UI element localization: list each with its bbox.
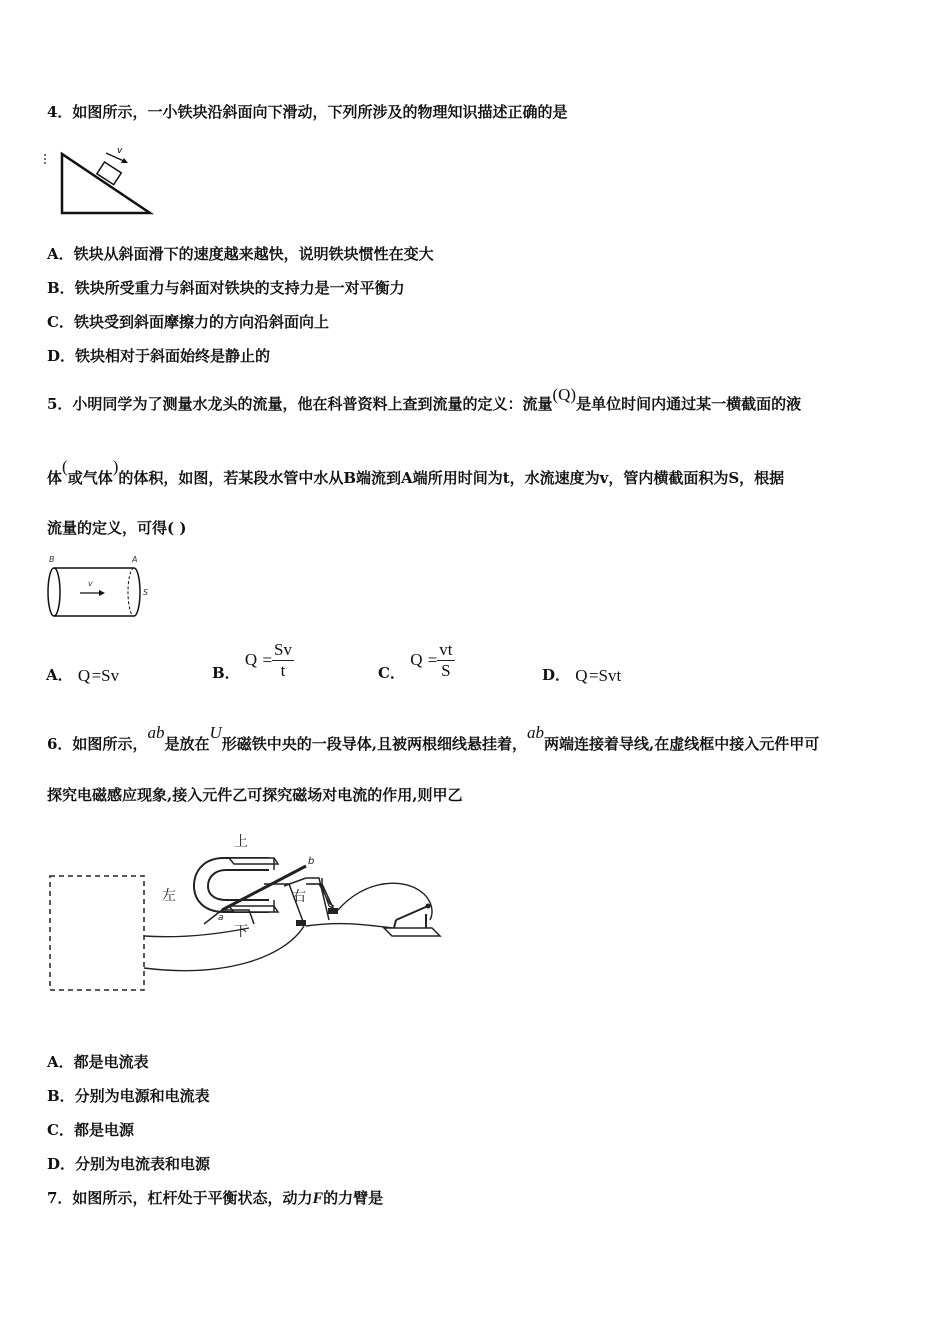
q5-paren-open: ( xyxy=(62,457,68,476)
q6-option-b: B．分别为电源和电流表 xyxy=(47,1087,210,1105)
q4-stem: 4．如图所示，一小铁块沿斜面向下滑动，下列所涉及的物理知识描述正确的是 xyxy=(47,103,568,121)
incline-v-label: v xyxy=(117,146,123,156)
pipe-label-a: A xyxy=(132,555,138,564)
q6-ab-symbol-1: ab xyxy=(147,723,165,742)
q5-option-b-fraction xyxy=(272,640,294,681)
q5-option-b-lhs: Q xyxy=(244,649,258,669)
label-right: 右 xyxy=(292,889,306,905)
q5-option-b-num: Sv xyxy=(274,640,292,659)
pipe-label-s: S xyxy=(143,588,149,597)
label-up: 上 xyxy=(234,834,248,850)
q5-stem-line2 xyxy=(47,457,785,488)
q5-option-b xyxy=(212,640,294,681)
q5-option-c-lhs: Q xyxy=(410,649,423,669)
q5-option-a-rhs: Sv xyxy=(101,666,120,685)
pipe-label-b: B xyxy=(49,555,55,564)
q6-stem-mid2: 形磁铁中央的一段导体,且被两根细线悬挂着， xyxy=(221,735,527,753)
q7-f-symbol: F xyxy=(312,1190,324,1207)
q4-option-d: D．铁块相对于斜面始终是静止的 xyxy=(47,347,271,365)
q6-stem-line2: 探究电磁感应现象,接入元件乙可探究磁场对电流的作用,则甲乙 xyxy=(47,786,463,804)
dashed-component-box xyxy=(50,876,144,990)
q5-option-a-eq: = xyxy=(91,666,102,685)
q5-line2-c: 的体积，如图，若某段水管中水从B端流到A端所用时间为t，水流速度为v，管内横截面积为S，根据 xyxy=(118,469,785,487)
incline-figure xyxy=(42,142,157,218)
q7-stem xyxy=(47,1188,383,1209)
label-b: b xyxy=(308,856,315,867)
switch xyxy=(384,928,440,936)
q6-stem-line1 xyxy=(47,723,820,754)
q5-option-b-label: B． xyxy=(212,664,240,682)
q5-option-d xyxy=(542,664,621,686)
q6-stem-num: 6．如图所示， xyxy=(47,735,148,753)
q5-stem-line1 xyxy=(47,385,802,414)
q5-line2-a: 体 xyxy=(47,469,63,487)
q6-u-symbol: U xyxy=(209,723,222,742)
q5-stem-part1: 5．小明同学为了测量水龙头的流量，他在科普资料上查到流量的定义：流量 xyxy=(47,395,553,413)
q6-ab-symbol-2: ab xyxy=(526,723,544,742)
label-down: 下 xyxy=(234,924,248,940)
q5-option-c-fraction xyxy=(437,640,454,681)
q5-stem-part2: 是单位时间内通过某一横截面的液 xyxy=(576,395,802,413)
q7-stem-b: 的力臂是 xyxy=(323,1189,384,1207)
q5-option-c-eq: = xyxy=(427,650,438,670)
q4-option-b: B．铁块所受重力与斜面对铁块的支持力是一对平衡力 xyxy=(47,279,405,297)
q5-option-d-rhs: Svt xyxy=(598,666,622,685)
q5-stem-line3: 流量的定义，可得( ) xyxy=(47,519,187,537)
q5-option-a xyxy=(46,664,119,686)
q4-option-c: C．铁块受到斜面摩擦力的方向沿斜面向上 xyxy=(47,313,329,331)
q5-q-symbol: (Q) xyxy=(552,385,577,404)
q5-paren-close: ) xyxy=(112,457,119,476)
q4-option-a: A．铁块从斜面滑下的速度越来越快，说明铁块惯性在变大 xyxy=(47,245,434,263)
q5-option-d-lhs: Q xyxy=(575,666,588,685)
q5-option-d-eq: = xyxy=(588,666,599,685)
q6-stem-end: 两端连接着导线,在虚线框中接入元件甲可 xyxy=(543,735,820,753)
q7-stem-a: 7．如图所示，杠杆处于平衡状态，动力 xyxy=(47,1189,313,1207)
q5-option-b-eq: = xyxy=(262,650,273,670)
q6-stem-mid1: 是放在 xyxy=(164,735,210,753)
q5-option-c-label: C． xyxy=(378,664,405,682)
q5-option-a-lhs: Q xyxy=(77,666,91,685)
q5-option-c-num: vt xyxy=(439,640,453,659)
q6-option-c: C．都是电源 xyxy=(47,1121,134,1139)
q6-option-d: D．分别为电流表和电源 xyxy=(47,1155,211,1173)
q6-option-a: A．都是电流表 xyxy=(47,1053,149,1071)
q5-option-b-den: t xyxy=(280,661,286,680)
pipe-label-v: v xyxy=(88,579,93,588)
q5-option-c-den: S xyxy=(441,661,451,680)
label-a: a xyxy=(218,913,224,923)
q5-option-c xyxy=(378,640,455,681)
magnet-circuit-figure xyxy=(44,828,454,996)
q5-line2-b: 或气体 xyxy=(67,469,113,487)
q5-option-d-label: D． xyxy=(542,666,571,684)
q5-option-a-label: A． xyxy=(46,666,73,684)
label-left: 左 xyxy=(162,888,176,904)
pipe-figure xyxy=(42,552,157,622)
